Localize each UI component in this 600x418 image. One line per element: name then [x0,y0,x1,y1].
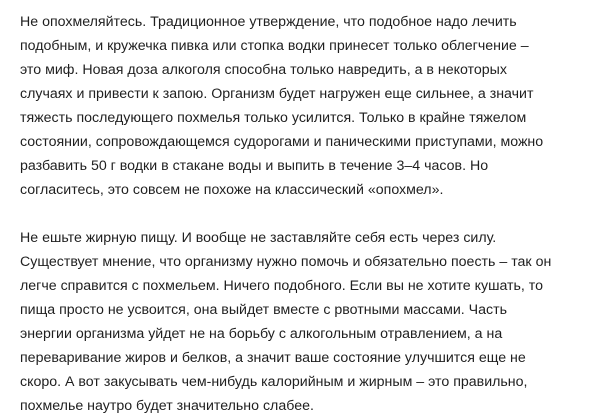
text-line: разбавить 50 г водки в стакане воды и выпить в течение 3–4 часов. Но [20,158,489,174]
text-line: состоянии, сопровождающемся судорогами и паническими приступами, можно [20,134,544,150]
text-line: переваривание жиров и белков, а значит ваше состояние улучшится еще не [20,350,526,366]
text-line: это миф. Новая доза алкоголя способна только навредить, а в некоторых [20,62,507,78]
paragraph-fatty-food [20,226,592,418]
text-line: согласитесь, это совсем не похоже на классический «опохмел». [20,182,444,198]
text-line: энергии организма уйдет не на борьбу с алкогольным отравлением, а на [20,326,503,342]
text-line: Не опохмеляйтесь. Традиционное утверждение, что подобное надо лечить [20,14,517,30]
text-line: пища просто не усвоится, она выйдет вместе с рвотными массами. Часть [20,302,508,318]
text-line: похмелье наутро будет значительно слабее. [20,398,314,414]
text-line: случаях и привести к запою. Организм будет нагружен еще сильнее, а значит [20,86,534,102]
text-line: Не ешьте жирную пищу. И вообще не заставляйте себя есть через силу. [20,230,497,246]
article-text [20,10,592,418]
paragraph-spacer [20,202,592,226]
text-line: Существует мнение, что организму нужно помочь и обязательно поесть – так он [20,254,552,270]
text-line: подобным, и кружечка пивка или стопка водки принесет только облегчение – [20,38,529,54]
text-line: скоро. А вот закусывать чем-нибудь калорийным и жирным – это правильно, [20,374,528,390]
text-line: тяжесть последующего похмелья только усилится. Только в крайне тяжелом [20,110,527,126]
paragraph-hangover-cure [20,10,592,202]
text-line: легче справится с похмельем. Ничего подобного. Если вы не хотите кушать, то [20,278,544,294]
